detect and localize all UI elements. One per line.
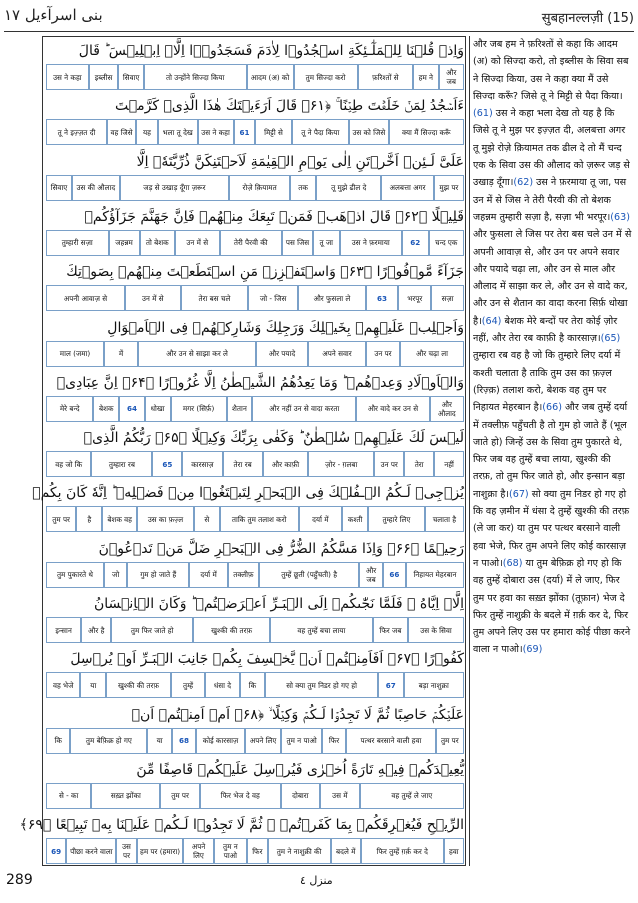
word-meaning-cell: मेरे बन्दे — [46, 396, 93, 422]
word-meaning-cell: तुम पर — [436, 728, 464, 754]
word-meaning-cell: कोई कारसाज़ — [196, 728, 245, 754]
word-meaning-cell: तुम पुकारते थे — [46, 562, 104, 588]
verse-number-cell: 64 — [119, 396, 145, 422]
word-meaning-row — [46, 230, 464, 256]
word-meaning-cell: माल (जमा) — [46, 341, 104, 367]
word-meaning-cell: बड़ा नाशुक्रा — [404, 672, 464, 698]
translation-text: बेशक मेरे बन्दों पर तेरा कोई ज़ोर नहीं, और तेरा रब काफ़ी है कारसाज़। — [473, 315, 618, 345]
word-meaning-cell: खुश्की की तरफ़ — [193, 617, 270, 643]
arabic-verse-line: عَلَىَّ لَـئِنۡ اَخَّرۡتَنِ اِلٰى يَوۡمِ الۡقِيٰمَةِ لَاَحۡتَنِكَنَّ ذُرِّيَّتَهٗۤ اِلَّا — [136, 153, 464, 170]
word-meaning-cell: वह तुम्हें ले जाए — [360, 783, 464, 809]
verse-number-cell: 63 — [366, 285, 399, 311]
word-meaning-cell: फिर जब — [373, 617, 408, 643]
word-meaning-cell: तक्लीफ़ — [228, 562, 259, 588]
word-meaning-cell: तू मुझे ढील दे — [316, 175, 381, 201]
word-meaning-cell: तुम न पाओ — [281, 728, 322, 754]
word-meaning-cell: बेशक — [93, 396, 119, 422]
word-meaning-cell: दर्या में — [189, 562, 228, 588]
word-meaning-cell: यह — [136, 119, 158, 145]
word-meaning-cell: बेशक वह — [102, 506, 137, 532]
word-meaning-cell: जो — [104, 562, 127, 588]
word-meaning-cell: से - का — [46, 783, 91, 809]
word-meaning-cell: अपने लिए — [183, 838, 213, 864]
word-meaning-cell: वह जो कि — [46, 451, 91, 477]
word-meaning-cell: तू ने पैदा किया — [292, 119, 349, 145]
translation-text: उस ने कहा भला देख तो यह है कि जिसे तू ने मुझ पर इज़्ज़त दी, अलबत्ता अगर तू मुझे रोज़े क़ियामत तक ढील दे तो मैं चन्द एक के सिवा उस की औलाद को ज़रूर जड़ से उखाड़ दूँगा। — [473, 108, 630, 189]
word-meaning-cell: और नहीं उन से वादा करता — [252, 396, 356, 422]
word-meaning-cell: निहायत मेहरबान — [406, 562, 464, 588]
word-meaning-cell: हम ने — [413, 64, 438, 90]
word-meaning-cell: क्या मैं सिज्दा करूँ — [389, 119, 464, 145]
word-meaning-cell: सो क्या तुम निडर हो गए हो — [265, 672, 378, 698]
word-meaning-row — [46, 119, 464, 145]
verse-number-cell: 61 — [234, 119, 256, 145]
verse-number: (68) — [502, 557, 523, 569]
page-number: 289 — [6, 872, 33, 888]
surah-header-hindi: सुबहानल्लज़ी (15) — [541, 11, 634, 26]
word-meaning-row — [46, 562, 464, 588]
word-meaning-cell: और पयादे — [256, 341, 308, 367]
word-meaning-cell: ताकि तुम तलाश करो — [220, 506, 299, 532]
word-meaning-row — [46, 783, 464, 809]
word-meaning-cell: तो बेशक — [140, 230, 176, 256]
word-meaning-cell: इन्सान — [46, 617, 81, 643]
verse-number: (61) — [473, 108, 493, 120]
word-meaning-cell: पस जिस — [282, 230, 313, 256]
word-meaning-cell: और है — [81, 617, 111, 643]
translation-text: उस ने फ़रमाया तू जा, पस उन में से जिस ने तेरी पैरवी की तो बेशक जहन्नम तुम्हारी सज़ा है, सज़ा भी भरपूर। — [473, 177, 627, 223]
word-meaning-cell: उस ने कहा — [46, 64, 89, 90]
word-meaning-cell: तुम ने नाशुक्री की — [268, 838, 331, 864]
verse-number: (65) — [600, 333, 621, 345]
word-meaning-cell: दर्या में — [299, 506, 343, 532]
word-meaning-cell: और वादे कर उन से — [356, 396, 429, 422]
word-meaning-cell: पीछा करने वाला — [66, 838, 116, 864]
word-meaning-cell: उन में से — [175, 230, 220, 256]
verse-number-cell: 68 — [172, 728, 196, 754]
word-meaning-cell: तुम सिज्दा करो — [294, 64, 358, 90]
verse-number: (69) — [522, 644, 543, 656]
word-meaning-cell: शैतान — [227, 396, 253, 422]
verse-number-cell: 65 — [152, 451, 182, 477]
word-meaning-cell: रोज़े क़ियामत — [229, 175, 290, 201]
word-meaning-cell: तुम बेफ़िक्र हो गए — [70, 728, 147, 754]
word-meaning-cell: तक — [290, 175, 316, 201]
word-meaning-cell: कारसाज़ — [182, 451, 222, 477]
word-meaning-cell: उस के सिवा — [408, 617, 464, 643]
word-meaning-cell: तेरा — [404, 451, 434, 477]
word-meaning-cell: तुम्हारे लिए — [368, 506, 425, 532]
arabic-verse-line: ءَاَسۡجُدُ لِمَنۡ خَلَقۡتَ طِيۡنًا ۚ‏ ﴿۶۱﴾ قَالَ اَرَءَيۡتَكَ هٰذَا الَّذِىۡ كَرَّمۡتَ — [115, 98, 464, 115]
word-meaning-cell: और उन से साझा कर ले — [138, 341, 256, 367]
word-meaning-row — [46, 838, 464, 864]
word-meaning-cell: वह जिसे — [107, 119, 136, 145]
word-meaning-cell: तेरा रब — [223, 451, 263, 477]
arabic-verse-line: يُزۡجِىۡ لَـكُمُ الۡـفُلۡكَ فِى الۡبَحۡرِ لِتَبۡتَغُوۡا مِنۡ فَضۡلِهٖ ؕ اِنَّهٗ كَانَ بِكُمۡ — [32, 485, 464, 502]
arabic-verse-line: عَلَيۡكُمۡ حَاصِبًا ثُمَّ لَا تَجِدُوۡا لَـكُمۡ وَكِيۡلًا ۙ‏ ﴿۶۸﴾ اَمۡ اَمِنۡتُمۡ اَنۡ — [131, 706, 464, 723]
translation-text: तुम्हारा रब वह है जो कि तुम्हारे लिए दर्या में कश्ती चलाता है ताकि तुम उस का फ़ज़्ल (रिज़्क़) तलाश करो, बेशक वह तुम पर निहायत मेहरबान है। — [473, 350, 621, 414]
word-meaning-cell: में — [104, 341, 138, 367]
word-meaning-cell: तुम्हारी सज़ा — [46, 230, 109, 256]
word-meaning-cell: सख़्त झोंका — [91, 783, 160, 809]
arabic-verse-line: الرِّيۡحِ فَيُغۡرِقَكُمۡ بِمَا كَفَرۡتُمۡ ۙ ثُمَّ لَا تَجِدُوۡا لَـكُمۡ عَلَيۡنَا بِهٖ تَبِيۡعًا ﴿۶۹﴾ — [19, 817, 464, 834]
column-divider — [469, 36, 470, 866]
word-meaning-cell: कि — [240, 672, 266, 698]
arabic-verse-line: جَزَآءً مَّوۡفُوۡرًا ﴿۶۳﴾ وَاسۡتَفۡزِزۡ مَنِ اسۡتَطَعۡتَ مِنۡهُمۡ بِصَوۡتِكَ — [66, 264, 464, 281]
word-meaning-cell: फिर तुम्हें ग़र्क़ कर दे — [361, 838, 444, 864]
word-meaning-cell: सिवाए — [118, 64, 143, 90]
word-meaning-cell: सज़ा — [431, 285, 464, 311]
word-meaning-cell: और जब — [359, 562, 382, 588]
word-meaning-cell: भरपूर — [398, 285, 431, 311]
word-meaning-cell: और चढ़ा ला — [400, 341, 464, 367]
verse-number-cell: 69 — [46, 838, 66, 864]
word-meaning-cell: तुम्हें छूती (पहुँचती) है — [259, 562, 359, 588]
word-meaning-cell: और औलाद — [430, 396, 464, 422]
translation-text: और फुसला ले जिस पर तेरा बस चले उन में से अपनी आवाज़ से, और उन पर अपने सवार और पयादे चढ़ा ला, और उन से माल और औलाद में साझा कर ले, और उन से वादे कर, और उन से शैतान का वादा करना सिर्फ़ धोखा है। — [473, 229, 632, 327]
arabic-verse-line: كَفُوۡرًا ﴿۶۷﴾ اَفَاَمِنۡتُمۡ اَنۡ يَّخۡسِفَ بِكُمۡ جَانِبَ الۡبَـرِّ اَوۡ يُرۡسِلَ — [70, 651, 464, 668]
word-meaning-cell: हवा — [444, 838, 464, 864]
word-meaning-cell: उस में — [320, 783, 359, 809]
word-meaning-cell: चन्द एक — [429, 230, 465, 256]
word-meaning-cell: अपनी आवाज़ से — [46, 285, 125, 311]
word-meaning-cell: वह तुम्हें बचा लाया — [270, 617, 373, 643]
word-meaning-cell: नहीं — [434, 451, 464, 477]
verse-number: (62) — [513, 177, 534, 189]
arabic-verse-line: يُّعِيۡدَكُمۡ فِيۡهِ تَارَةً اُخۡرٰى فَيُرۡسِلَ عَلَيۡكُمۡ قَاصِفًا مِّنَ — [136, 761, 464, 778]
word-meaning-cell: उस ने फ़रमाया — [340, 230, 403, 256]
word-meaning-cell: धंसा दे — [205, 672, 239, 698]
arabic-verse-line: وَاِذۡ قُلۡنَا لِلۡمَلٰٓـئِكَةِ اسۡجُدُوۡا لِاٰدَمَ فَسَجَدُوۡۤا اِلَّاۤ اِبۡلِيۡسَ ؕ قَالَ — [78, 43, 464, 59]
verse-number-cell: 62 — [402, 230, 429, 256]
word-meaning-cell: उस ने कहा — [198, 119, 234, 145]
word-meaning-row — [46, 64, 464, 90]
arabic-word-grid-panel — [19, 36, 466, 866]
word-meaning-cell: अपने लिए — [245, 728, 282, 754]
word-meaning-cell: तेरी पैरवी की — [220, 230, 283, 256]
word-meaning-cell: अपने सवार — [308, 341, 366, 367]
manzil-marker: منزل ٤ — [300, 874, 333, 887]
word-meaning-cell: तुम फिर जाते हो — [111, 617, 193, 643]
arabic-verse-line: وَاَجۡلِبۡ عَلَيۡهِمۡ بِخَيۡلِكَ وَرَجِلِكَ وَشَارِكۡهُمۡ فِى الۡاَمۡوَالِ — [107, 319, 464, 336]
word-meaning-cell: जो - जिस — [248, 285, 298, 311]
word-meaning-cell: चलाता है — [425, 506, 464, 532]
word-meaning-cell: उस को जिसे — [349, 119, 389, 145]
word-meaning-cell: वह भेजे — [46, 672, 80, 698]
word-meaning-row — [46, 396, 464, 422]
translation-text: या तुम बेफ़िक्र हो गए हो कि वह तुम्हें दोबारा उस (दर्या) में ले जाए, फिर तुम पर हवा का सख़्त झोंका (तूफ़ान) भेज दे फिर तुम्हें नाशुक्री के बदले में ग़र्क़ कर दे, फिर तुम अपने लिए उस पर हमारा कोई पीछा करने वाला न पाओ। — [473, 557, 631, 656]
arabic-verse-line: لَيۡسَ لَكَ عَلَيۡهِمۡ سُلۡطٰنٌ ؕ وَكَفٰى بِرَبِّكَ وَكِيۡلًا ﴿۶۵﴾ رَبُّكُمُ الَّذِىۡ — [83, 430, 464, 447]
arabic-verse-line: رَحِيۡمًا ﴿۶۶﴾ وَاِذَا مَسَّكُمُ الضُّرُّ فِى الۡبَحۡرِ ضَلَّ مَنۡ تَدۡعُوۡنَ — [98, 540, 464, 557]
word-meaning-row — [46, 341, 464, 367]
arabic-verse-line: قَلِيۡلًا ﴿۶۲﴾ قَالَ اذۡهَبۡ فَمَنۡ تَبِعَكَ مِنۡهُمۡ فَاِنَّ جَهَنَّمَ جَزَآؤُكُمۡ — [84, 208, 464, 225]
word-meaning-cell: तेरा बस चले — [181, 285, 248, 311]
verse-number: (66) — [542, 402, 562, 414]
word-meaning-cell: तुम न पाओ — [214, 838, 248, 864]
word-meaning-cell: से — [194, 506, 220, 532]
word-meaning-cell: उस का फ़ज़्ल — [137, 506, 194, 532]
verse-number-cell: 67 — [378, 672, 404, 698]
word-meaning-cell: तो उन्होंने सिज्दा किया — [144, 64, 247, 90]
word-meaning-cell: उस पर — [116, 838, 136, 864]
word-meaning-row — [46, 175, 464, 201]
word-meaning-cell: या — [80, 672, 106, 698]
word-meaning-row — [46, 672, 464, 698]
word-meaning-cell: सिवाए — [46, 175, 72, 201]
word-meaning-cell: बदले में — [331, 838, 361, 864]
word-meaning-cell: मगर (सिर्फ़) — [171, 396, 227, 422]
word-meaning-cell: जहन्नम — [109, 230, 140, 256]
word-meaning-cell: है — [76, 506, 102, 532]
word-meaning-cell: तू जा — [313, 230, 340, 256]
word-meaning-cell: इब्लीस — [89, 64, 119, 90]
header-divider — [4, 31, 634, 32]
arabic-verse-line: وَالۡاَوۡلَادِ وَعِدۡهُمۡ ؕ وَمَا يَعِدُهُمُ الشَّيۡطٰنُ اِلَّا غُرُوۡرًا ﴿۶۴﴾ اِنَّ عِبَادِىۡ — [56, 374, 464, 391]
word-meaning-cell: ज़ोर - ग़लबा — [308, 451, 374, 477]
word-meaning-cell: मिट्टी से — [255, 119, 291, 145]
word-meaning-row — [46, 728, 464, 754]
word-meaning-cell: अलबत्ता अगर — [381, 175, 433, 201]
word-meaning-cell: दोबारा — [281, 783, 320, 809]
word-meaning-cell: उन पर — [374, 451, 404, 477]
verse-number-cell: 66 — [383, 562, 406, 588]
word-meaning-cell: धोखा — [145, 396, 171, 422]
word-meaning-cell: कश्ती — [342, 506, 368, 532]
word-meaning-cell: पत्थर बरसाने वाली हवा — [346, 728, 435, 754]
word-meaning-cell: मुझ पर — [434, 175, 464, 201]
word-meaning-cell: आदम (अ) को — [247, 64, 294, 90]
surah-header-arabic: بنی اسرآءیل ۱۷ — [4, 6, 103, 24]
word-meaning-cell: खुश्की की तरफ़ — [106, 672, 171, 698]
word-meaning-cell: फिर भेज दे वह — [200, 783, 281, 809]
word-meaning-cell: तुम पर — [46, 506, 76, 532]
word-meaning-cell: और जब — [439, 64, 464, 90]
translation-text: सो क्या तुम निडर हो गए हो कि वह ज़मीन में धंसा दे तुम्हें खुश्की की तरफ़ (ले जा कर) या तुम पर पत्थर बरसाने वाली हवा भेजे, फिर तुम अपने लिए कोई कारसाज़ न पाओ। — [473, 488, 630, 569]
word-meaning-cell: तुम पर — [160, 783, 199, 809]
word-meaning-cell: तुम्हारा रब — [91, 451, 152, 477]
word-meaning-cell: गुम हो जाते हैं — [127, 562, 189, 588]
word-meaning-cell: और काफ़ी — [263, 451, 308, 477]
word-meaning-cell: हम पर (हमारा) — [137, 838, 184, 864]
word-meaning-row — [46, 285, 464, 311]
word-meaning-cell: भला तू देख — [158, 119, 198, 145]
word-meaning-cell: फिर — [322, 728, 346, 754]
word-meaning-row — [46, 506, 464, 532]
word-meaning-cell: फिर — [247, 838, 267, 864]
word-meaning-cell: उन में से — [125, 285, 181, 311]
word-meaning-cell: कि — [46, 728, 70, 754]
word-meaning-cell: फ़रिश्तों से — [358, 64, 414, 90]
translation-text: और जब हम ने फ़रिश्तों से कहा कि आदम (अ) को सिज्दा करो, तो इब्लीस के सिवा सब ने सिज्दा किया, उस ने कहा क्या मैं उसे सिज्दा करूँ? जिसे तू ने मिट्टी से पैदा किया। — [473, 39, 629, 102]
word-meaning-cell: और फुसला ले — [298, 285, 365, 311]
word-meaning-cell: उन पर — [366, 341, 400, 367]
translation-column — [473, 36, 633, 864]
word-meaning-cell: तू ने इज़्ज़त दी — [46, 119, 107, 145]
verse-number: (64) — [481, 315, 502, 327]
word-meaning-cell: तुम्हें — [171, 672, 205, 698]
word-meaning-cell: उस की औलाद — [72, 175, 120, 201]
word-meaning-row — [46, 617, 464, 643]
word-meaning-cell: जड़ से उखाड़ दूँगा ज़रूर — [120, 175, 229, 201]
word-meaning-cell: या — [147, 728, 171, 754]
verse-number: (63) — [610, 211, 630, 223]
verse-number: (67) — [508, 488, 529, 500]
translation-text: और जब तुम्हें दर्या में तक्लीफ़ पहुँचती है तो गुम हो जाते हैं (भूल जाते हो) जिन्हें उस के सिवा तुम पुकारते थे, फिर जब वह तुम्हें बचा लाया, खुश्की की तरफ़, तो तुम फिर जाते हो, और इन्सान बड़ा नाशुक्रा है। — [473, 402, 628, 500]
word-meaning-row — [46, 451, 464, 477]
arabic-verse-line: اِلَّاۤ اِيَّاهُ ۚ فَلَمَّا نَجّٰٮكُمۡ اِلَى الۡبَـرِّ اَعۡرَضۡتُمۡ ؕ وَكَانَ الۡاِنۡسَانُ — [93, 596, 464, 612]
